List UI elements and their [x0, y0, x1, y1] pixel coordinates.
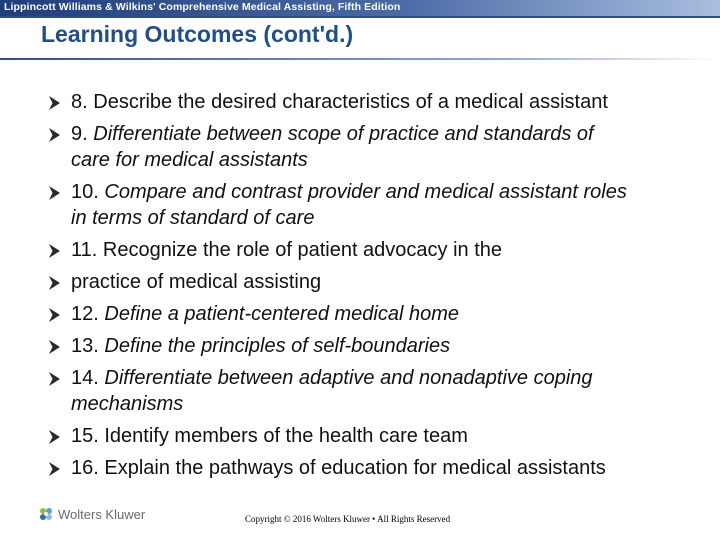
arrow-bullet-icon	[49, 276, 61, 290]
arrow-bullet-icon	[49, 372, 61, 386]
outcome-number: 15.	[71, 425, 99, 447]
outcome-text: in terms of standard of care	[71, 207, 315, 229]
slide-title: Learning Outcomes (cont'd.)	[41, 21, 354, 47]
arrow-bullet-icon	[49, 128, 61, 142]
outcome-number: 12.	[71, 303, 99, 325]
outcome-line	[71, 302, 459, 326]
outcome-number: 8.	[71, 91, 88, 113]
outcome-text: Identify members of the health care team	[104, 425, 468, 447]
outcome-number: 16.	[71, 457, 99, 479]
outcome-line	[71, 206, 314, 230]
outcome-line	[71, 238, 502, 262]
arrow-bullet-icon	[49, 430, 61, 444]
outcome-line	[71, 180, 627, 204]
title-rule	[0, 58, 720, 60]
outcome-text: Describe the desired characteristics of a medical assistant	[93, 91, 608, 113]
outcome-text: Compare and contrast provider and medical assistant roles	[104, 181, 627, 203]
arrow-bullet-icon	[49, 244, 61, 258]
copyright-notice: Copyright © 2016 Wolters Kluwer • All Rights Reserved	[245, 514, 451, 524]
outcome-text: Differentiate between scope of practice and standards of	[93, 123, 594, 145]
outcome-line	[71, 424, 468, 448]
logo-name: Wolters Kluwer	[58, 506, 146, 522]
outcome-text: Recognize the role of patient advocacy in the	[102, 239, 503, 261]
wolters-kluwer-logo-icon	[37, 505, 55, 523]
outcome-line	[71, 456, 606, 480]
outcome-text: Explain the pathways of education for medical assistants	[104, 457, 606, 479]
outcome-text: practice of medical assisting	[71, 271, 322, 293]
wolters-kluwer-logo	[37, 505, 145, 523]
arrow-bullet-icon	[49, 308, 61, 322]
arrow-bullet-icon	[49, 96, 61, 110]
outcome-text: mechanisms	[71, 393, 184, 415]
book-title: Lippincott Williams & Wilkins' Comprehensive Medical Assisting, Fifth Edition	[4, 1, 401, 13]
arrow-bullet-icon	[49, 462, 61, 476]
outcome-text: care for medical assistants	[71, 149, 308, 171]
outcome-line	[71, 270, 321, 294]
outcome-number: 14.	[71, 367, 99, 389]
outcome-text: Define the principles of self-boundaries	[104, 335, 451, 357]
outcome-number: 11.	[71, 239, 98, 261]
header-band	[0, 0, 720, 16]
outcome-number: 13.	[71, 335, 99, 357]
arrow-bullet-icon	[49, 340, 61, 354]
outcome-text: Differentiate between adaptive and nonadaptive coping	[104, 367, 593, 389]
outcome-line	[71, 148, 308, 172]
outcome-line	[71, 334, 450, 358]
outcome-number: 9.	[71, 123, 88, 145]
header-rule	[0, 16, 720, 18]
outcome-text: Define a patient-centered medical home	[104, 303, 460, 325]
outcome-line	[71, 392, 183, 416]
outcome-number: 10.	[71, 181, 99, 203]
outcome-line	[71, 366, 593, 390]
outcome-line	[71, 90, 608, 114]
outcome-line	[71, 122, 594, 146]
arrow-bullet-icon	[49, 186, 61, 200]
